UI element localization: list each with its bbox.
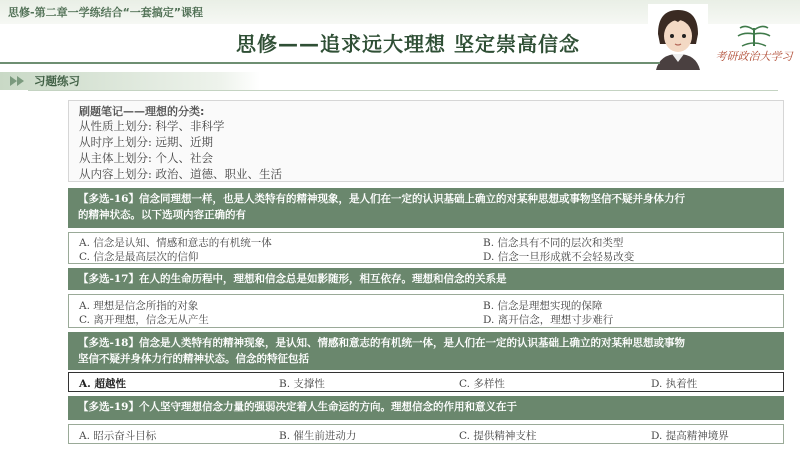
tree-logo-icon <box>712 18 796 48</box>
question-stem-18 <box>68 332 784 370</box>
option-a[interactable]: A. 信念是认知、情感和意志的有机统一体 <box>79 237 272 249</box>
notes-line: 从时序上划分: 远期、近期 <box>79 135 214 149</box>
page-title: 思修——追求远大理想 坚定崇高信念 <box>236 32 580 56</box>
option-b[interactable]: B. 催生前进动力 <box>279 430 357 442</box>
question-stem-line: 【多选-17】在人的生命历程中，理想和信念总是如影随形，相互依存。理想和信念的关系是 <box>78 273 507 285</box>
notes-line: 从主体上划分: 个人、社会 <box>79 151 214 165</box>
teacher-avatar-icon <box>648 4 708 70</box>
study-notes <box>68 100 784 182</box>
question-stem-line: 坚信不疑并身体力行的精神状态。信念的特征包括 <box>78 353 309 365</box>
title-divider <box>0 62 660 64</box>
question-stem-line: 【多选-16】信念同理想一样，也是人类特有的精神现象，是人们在一定的认识基础上确立的对某种思想或事物坚信不疑并身体力行 <box>78 193 685 205</box>
logo-text: 考研政治大学习 <box>715 50 793 63</box>
option-c[interactable]: C. 离开理想，信念无从产生 <box>79 314 209 326</box>
question-stem-line: 【多选-19】个人坚守理想信念力量的强弱决定着人生命运的方向。理想信念的作用和意义在于 <box>78 401 517 413</box>
option-d[interactable]: D. 离开信念，理想寸步难行 <box>483 314 614 326</box>
question-stem-17 <box>68 268 784 290</box>
question-stem-19 <box>68 396 784 420</box>
course-title: 思修-第二章一学练结合“一套搞定”课程 <box>8 6 204 19</box>
option-d[interactable]: D. 信念一旦形成就不会轻易改变 <box>483 251 635 263</box>
notes-line: 从内容上划分: 政治、道德、职业、生活 <box>79 167 283 181</box>
option-b[interactable]: B. 信念是理想实现的保障 <box>483 300 603 312</box>
section-divider <box>28 90 778 91</box>
options-17 <box>68 294 784 328</box>
option-d[interactable]: D. 提高精神境界 <box>651 430 729 442</box>
option-a[interactable]: A. 超越性 <box>79 378 126 390</box>
option-c[interactable]: C. 信念是最高层次的信仰 <box>79 251 199 263</box>
brand-logo <box>712 18 796 70</box>
options-18 <box>68 372 784 392</box>
notes-title: 刷题笔记——理想的分类: <box>79 105 205 118</box>
option-b[interactable]: B. 支撑性 <box>279 378 325 390</box>
option-c[interactable]: C. 多样性 <box>459 378 505 390</box>
options-19 <box>68 424 784 444</box>
option-a[interactable]: A. 理想是信念所指的对象 <box>79 300 199 312</box>
question-stem-16 <box>68 188 784 228</box>
option-b[interactable]: B. 信念具有不同的层次和类型 <box>483 237 624 249</box>
section-label: 习题练习 <box>34 74 80 88</box>
option-a[interactable]: A. 昭示奋斗目标 <box>79 430 157 442</box>
notes-line: 从性质上划分: 科学、非科学 <box>79 119 225 133</box>
options-16 <box>68 232 784 264</box>
section-arrow-icon <box>10 76 28 86</box>
question-stem-line: 【多选-18】信念是人类特有的精神现象，是认知、情感和意志的有机统一体，是人们在一定的认识基础上确立的对某种思想或事物 <box>78 337 685 349</box>
option-d[interactable]: D. 执着性 <box>651 378 698 390</box>
option-c[interactable]: C. 提供精神支柱 <box>459 430 537 442</box>
question-stem-line: 的精神状态。以下选项内容正确的有 <box>78 209 246 221</box>
